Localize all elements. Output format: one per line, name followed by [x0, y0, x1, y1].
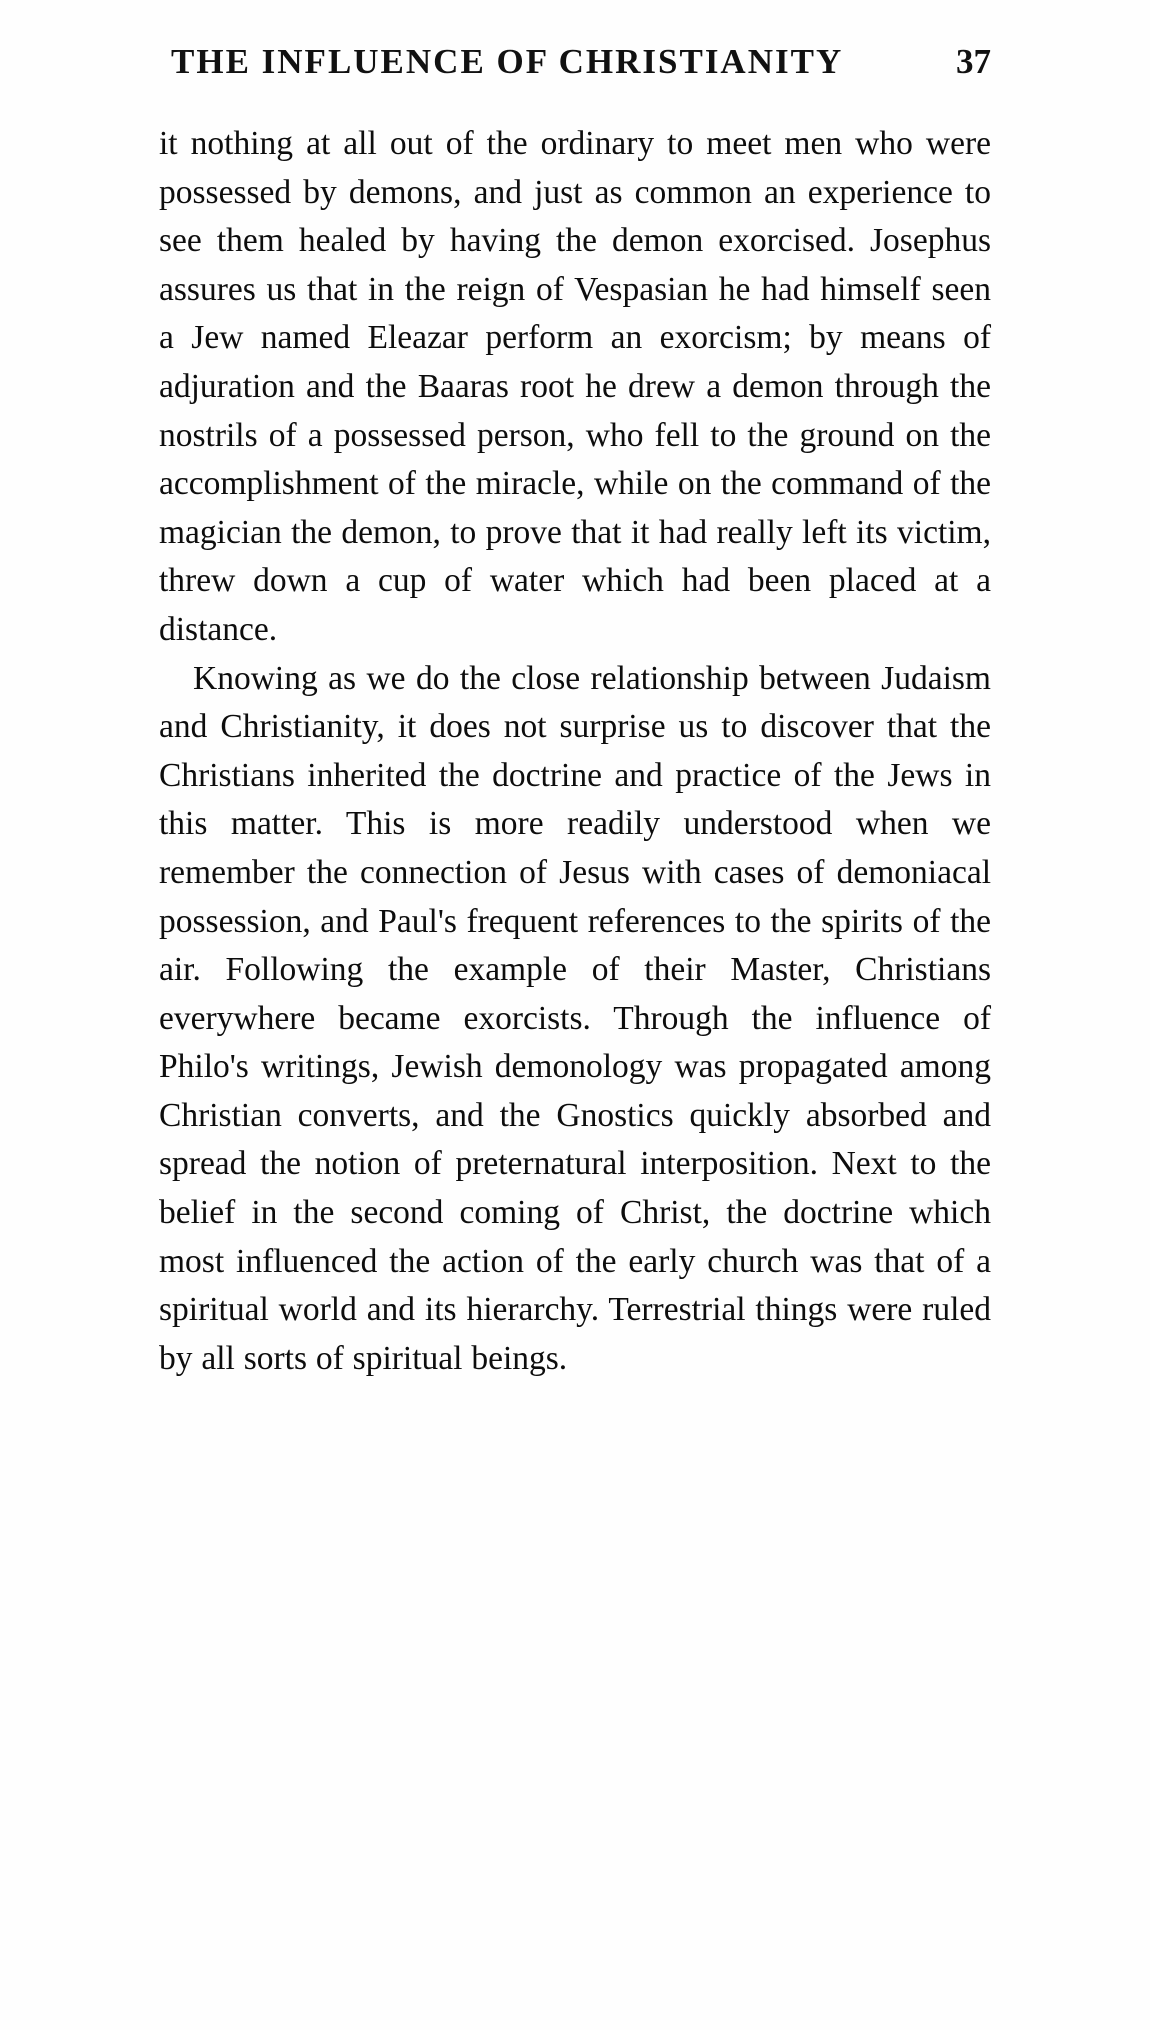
running-head: [159, 0, 991, 82]
paragraph: it nothing at all out of the ordinary to meet men who were possessed by demons, and just as common an experience to see them healed by having the demon exorcised. Josephus assures us that in the reign of Vespasian he had himself seen a Jew named Eleazar perform an exorcism; by means of adjuration and the Baaras root he drew a demon through the nostrils of a possessed person, who fell to the ground on the accomplishment of the miracle, while on the command of the magician the demon, to prove that it had really left its victim, threw down a cup of water which had been placed at a distance.: [159, 125, 991, 648]
paragraph: Knowing as we do the close relationship between Judaism and Christianity, it does not surprise us to discover that the Christians inherited the doctrine and practice of the Jews in this matter. This is more readily understood when we remember the connection of Jesus with cases of demoniacal possession, and Paul's frequent references to the spirits of the air. Following the example of their Master, Christians everywhere became exorcists. Through the influence of Philo's writings, Jewish demonology was propagated among Christian converts, and the Gnostics quickly absorbed and spread the notion of preternatural interposition. Next to the belief in the second coming of Christ, the doctrine which most influenced the action of the early church was that of a spiritual world and its hierarchy. Terrestrial things were ruled by all sorts of spiritual beings.: [159, 659, 991, 1377]
page-number: 37: [956, 42, 991, 81]
page-title: THE INFLUENCE OF CHRISTIANITY: [171, 42, 844, 81]
body-text: [159, 82, 991, 1383]
